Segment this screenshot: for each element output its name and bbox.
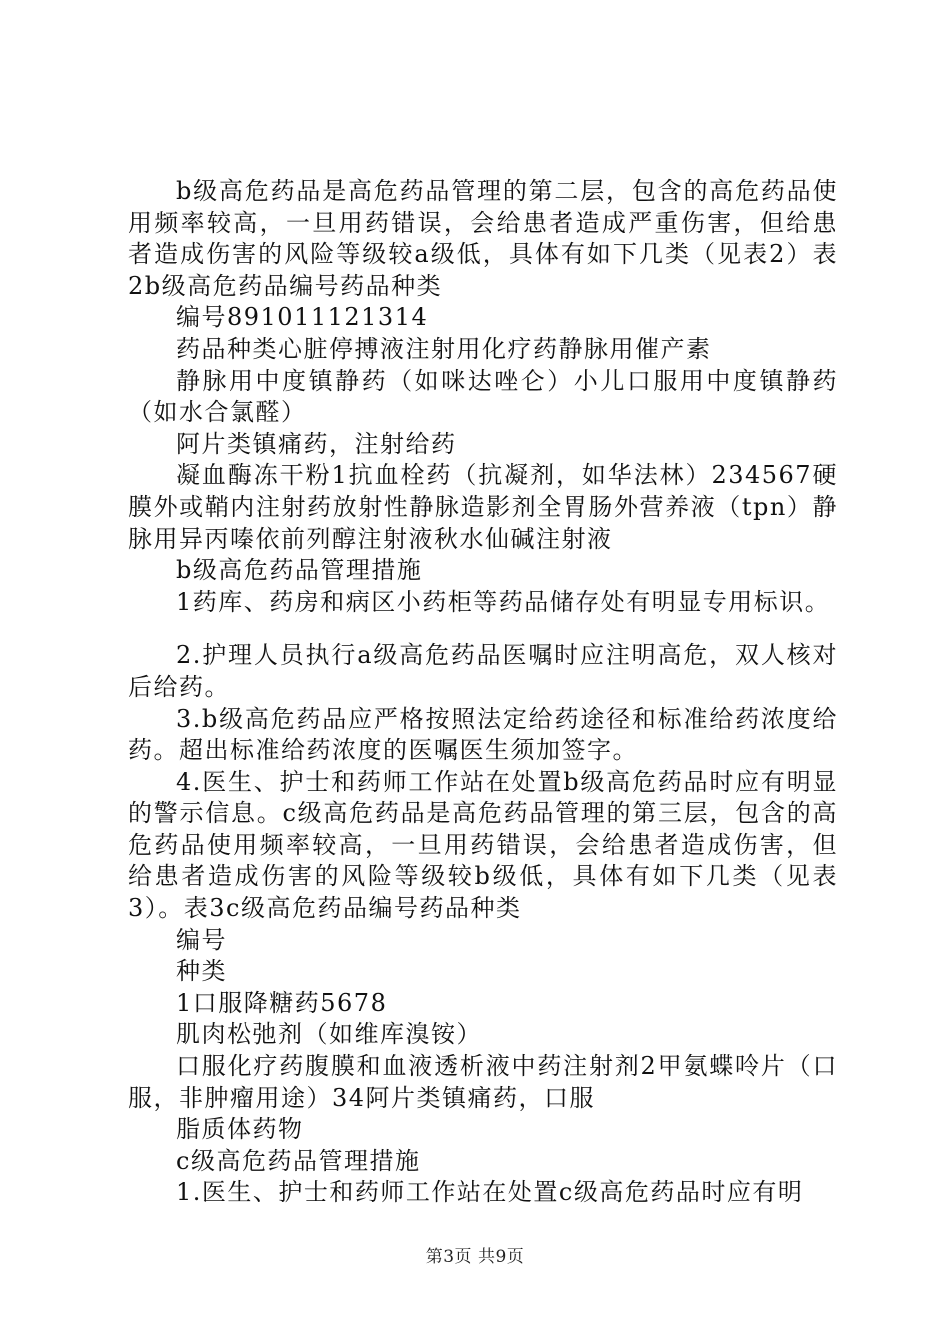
paragraph-c-level-measures-heading: c级高危药品管理措施 <box>176 1146 421 1175</box>
paragraph-table3-type: 种类 <box>176 957 227 986</box>
paragraph-c-measure-1: 1.医生、护士和药师工作站在处置c级高危药品时应有明 <box>176 1178 804 1207</box>
paragraph-muscle-relaxants: 肌肉松弛剂（如维库溴铵） <box>176 1020 482 1049</box>
paragraph-b-level-intro: b级高危药品是高危药品管理的第二层，包含的高危药品使用频率较高，一旦用药错误，会给患者造成严重伤害，但给患者造成伤害的风险等级较a级低，具体有如下几类（见表2）表2b级高危药品编号药品种类 <box>128 177 838 300</box>
paragraph-anticoagulants: 凝血酶冻干粉1抗血栓药（抗凝剂，如华法林）234567硬膜外或鞘内注射药放射性静脉造影剂全胃肠外营养液（tpn）静脉用异丙嗪依前列醇注射液秋水仙碱注射液 <box>128 461 838 553</box>
paragraph-b-measure-4-c-level-intro: 4.医生、护士和药师工作站在处置b级高危药品时应有明显的警示信息。c级高危药品是高危药品管理的第三层，包含的高危药品使用频率较高，一旦用药错误，会给患者造成伤害，但给患者造成伤害的风险等级较b级低，具体有如下几类（见表3）。表3c级高危药品编号药品种类 <box>128 767 838 923</box>
paragraph-table2-number: 编号891011121314 <box>176 303 429 332</box>
paragraph-oral-hypoglycemics: 1口服降糖药5678 <box>176 988 388 1017</box>
paragraph-liposomal-drugs: 脂质体药物 <box>176 1115 304 1144</box>
paragraph-sedatives: 静脉用中度镇静药（如咪达唑仑）小儿口服用中度镇静药（如水合氯醛） <box>128 366 838 427</box>
document-body <box>128 176 838 1209</box>
page-number-footer: 第3页 共9页 <box>425 1247 525 1267</box>
paragraph-oral-chemotherapy: 口服化疗药腹膜和血液透析液中药注射剂2甲氨蝶呤片（口服，非肿瘤用途）34阿片类镇痛药，口服 <box>128 1052 838 1112</box>
paragraph-opioid-injection: 阿片类镇痛药，注射给药 <box>176 429 457 458</box>
paragraph-table3-number: 编号 <box>176 925 227 954</box>
paragraph-b-measure-2: 2.护理人员执行a级高危药品医嘱时应注明高危，双人核对后给药。 <box>128 641 838 701</box>
paragraph-b-level-measures-heading: b级高危药品管理措施 <box>176 556 423 585</box>
paragraph-table2-types: 药品种类心脏停搏液注射用化疗药静脉用催产素 <box>176 334 712 363</box>
paragraph-b-measure-3: 3.b级高危药品应严格按照法定给药途径和标准给药浓度给药。超出标准给药浓度的医嘱医生须加签字。 <box>128 704 838 765</box>
paragraph-b-measure-1: 1药库、药房和病区小药柜等药品储存处有明显专用标识。 <box>176 587 831 616</box>
